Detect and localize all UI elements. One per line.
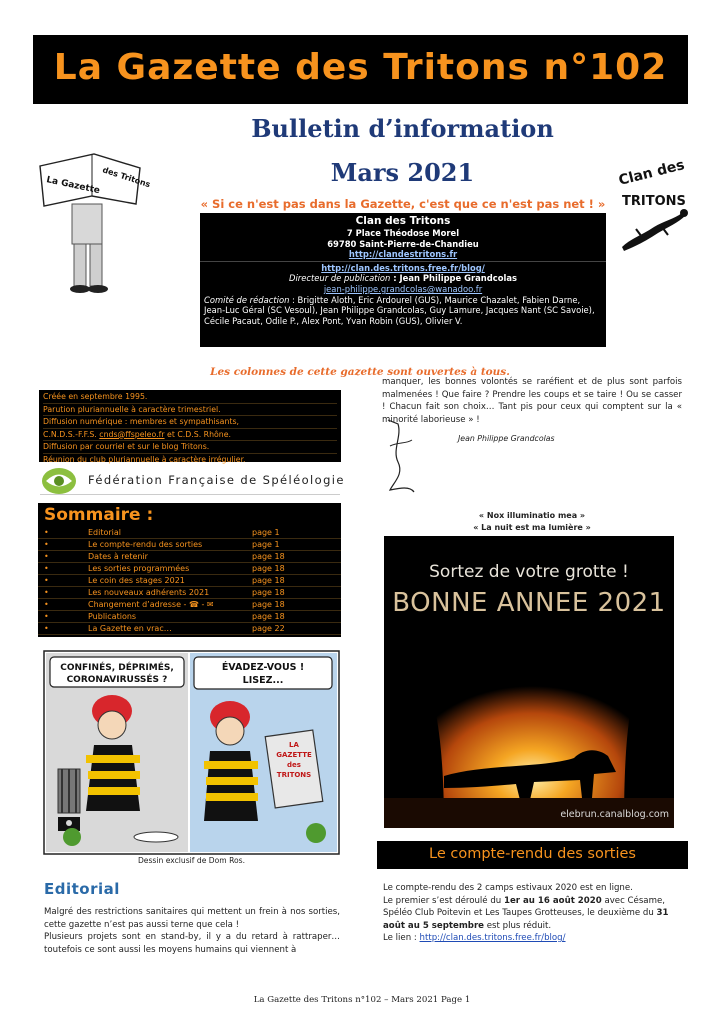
sorties-line2: Le premier s’est déroulé du 1er au 16 août 2020 avec Césame, Spéléo Club Poitevin et Les Taupes Grotteuses, le deuxième du 31 août au 5 septembre est plus réduit. [383,895,669,931]
cnds-email-link[interactable]: cnds@ffspeleo.fr [99,429,165,439]
right-bubble-line2: LISEZ... [242,675,284,686]
toc-item[interactable]: • Changement d’adresse - ☎ - ✉ page 18 [38,599,341,611]
sorties-line1: Le compte-rendu des 2 camps estivaux 2020 est en ligne. [383,883,633,893]
director-label: Directeur de publication [289,273,391,284]
toc-item-label: Le coin des stages 2021 [88,576,185,585]
toc-item[interactable]: • Le compte-rendu des sorties page 1 [38,539,341,551]
toc-item[interactable]: • Publications page 18 [38,611,341,623]
ffs-logo-icon [40,466,78,496]
right-bubble-line1: ÉVADEZ-VOUS ! [221,662,305,673]
cartoon [44,651,339,854]
book-line3: des [287,761,301,769]
about-line [43,429,337,442]
page-footer: La Gazette des Tritons n°102 – Mars 2021 Page 1 [253,995,471,1005]
about-line: Parution pluriannuelle à caractère trimestriel. [43,404,337,417]
cartoon-caption: Dessin exclusif de Dom Ros. [137,856,246,865]
toc-item-label: Changement d’adresse - ☎ - ✉ [88,600,214,609]
toc-item-page: page 1 [252,528,280,537]
address-street: 7 Place Théodose Morel [346,228,460,238]
director-email[interactable]: jean-philippe.grandcolas@wanadoo.fr [323,283,483,294]
address-city: 69780 Saint-Pierre-de-Chandieu [327,238,479,249]
about-box [39,390,341,462]
toc-item[interactable]: • Dates à retenir page 18 [38,551,341,563]
toc-item-label: Le compte-rendu des sorties [88,540,203,549]
sorties-heading: Le compte-rendu des sorties [429,846,636,862]
masthead [33,35,688,104]
director-line [200,273,606,284]
toc-title: Sommaire : [44,505,154,525]
director-name: : Jean Philippe Grandcolas [390,273,517,284]
toc-item-page: page 18 [252,564,285,573]
new-year-line1: Sortez de votre grotte ! [429,562,629,582]
blog-link[interactable]: http://clan.des.tritons.free.fr/blog/ [419,933,566,943]
committee-label: Comité de rédaction [204,294,290,305]
new-year-credit: elebrun.canalblog.com [560,809,669,820]
committee-line [200,295,606,327]
book-line2: GAZETTE [276,751,312,759]
salamander-icon [622,209,688,251]
clan-logo [612,157,692,255]
quote-french: « La nuit est ma lumière » [473,523,591,532]
divider [40,494,340,495]
about-line4-suffix: et C.D.S. Rhône. [164,429,232,439]
clan-logo-line1: Clan des [617,157,687,189]
editorial-continuation: manquer, les bonnes volontés se raréfient et de plus sont parfois malmenées ! Que faire ? Prendre les coups et se taire ! Ou se casser ! Chacun fait son choix… Tant pis pour ceux qui comptent sur la « minorité laborieuse » ! [382,377,682,425]
toc-item[interactable]: • Les sorties programmées page 18 [38,563,341,575]
website-link-1[interactable]: http://clandestritons.fr [348,249,458,260]
ffs-name: Fédération Française de Spéléologie [88,473,345,487]
sorties-text [383,882,688,945]
toc-item[interactable]: • La Gazette en vrac… page 22 [38,623,341,635]
clan-logo-line2: TRITONS [622,194,686,209]
svg-text:des Tritons: des Tritons [101,165,152,190]
about-line: Créée en septembre 1995. [43,391,337,404]
toc-item-label: La Gazette en vrac… [88,624,172,633]
bulletin-title: Bulletin d’information [251,114,554,143]
toc-item-label: Les nouveaux adhérents 2021 [88,588,210,597]
new-year-line2: BONNE ANNEE 2021 [392,588,666,618]
signature-icon [384,416,418,496]
newspaper-reader-icon [36,148,152,298]
sorties-heading-bar [377,841,688,869]
toc-item-label: Publications [88,612,137,621]
masthead-title: La Gazette des Tritons n°102 [53,47,668,88]
toc-item-page: page 1 [252,540,280,549]
toc-item-page: page 18 [252,552,285,561]
signature-name: Jean Philippe Grandcolas [458,434,555,443]
info-box [200,213,606,347]
editorial-paragraph: Malgré des restrictions sanitaires qui mettent un frein à nos sorties, cette gazette n’est pas aussi terne que cela ! [44,907,340,930]
book-line4: TRITONS [276,771,312,779]
committee-members: : Brigitte Aloth, Eric Ardourel (GUS), Maurice Chazalet, Fabien Darne, Jean-Luc Géral (SC Vesoul), Jean Philippe Grandcolas, Guy Lamure, Jacques Nant (SC Savoie), Cécile Pacaut, Odile P., Alex Pont, Yvan Robin (GUS), Olivier V. [204,294,595,326]
sorties-link-line: Le lien : http://clan.des.tritons.free.fr/blog/ [383,933,566,943]
columns-note: Les colonnes de cette gazette sont ouvertes à tous. [210,366,510,378]
editorial-heading: Editorial [44,880,120,898]
about-line4-prefix: C.N.D.S.-F.F.S. [43,429,100,439]
toc-item-label: Les sorties programmées [88,564,190,573]
quote-latin: « Nox illuminatio mea » [478,511,586,520]
issue-date: Mars 2021 [330,158,475,187]
left-bubble-line1: CONFINÉS, DÉPRIMÉS, [60,663,174,673]
toc-item[interactable]: • Editorial page 1 [38,527,341,539]
left-bubble-line2: CORONAVIRUSSÉS ? [66,675,168,685]
toc-item-page: page 22 [252,624,285,633]
org-name: Clan des Tritons [355,215,451,227]
book-line1: LA [289,741,299,749]
toc-item-label: Dates à retenir [88,552,148,561]
svg-text:La Gazette: La Gazette [45,175,101,197]
website-link-2[interactable]: http://clan.des.tritons.free.fr/blog/ [321,262,485,273]
new-year-image [384,536,674,828]
toc-item-page: page 18 [252,612,285,621]
toc-item-label: Editorial [88,528,122,537]
about-line: Réunion du club pluriannuelle à caractère irrégulier. [43,454,246,464]
about-line: Diffusion numérique : membres et sympathisants, [43,416,337,429]
about-line: Diffusion par courriel et sur le blog Tritons. [43,441,337,454]
toc-list [38,527,341,635]
motto: « Si ce n'est pas dans la Gazette, c'est que ce n'est pas net ! » [200,197,606,211]
toc-item[interactable]: • Le coin des stages 2021 page 18 [38,575,341,587]
toc-item-page: page 18 [252,576,285,585]
editorial-text [44,906,340,956]
toc-item-page: page 18 [252,588,285,597]
editorial-paragraph: Plusieurs projets sont en stand-by, il y a du retard à rattraper… toutefois ce sont aussi les moyens humains qui viennent à [44,932,340,955]
toc-item-page: page 18 [252,600,285,609]
toc-item[interactable]: • Les nouveaux adhérents 2021 page 18 [38,587,341,599]
table-of-contents [38,503,341,637]
